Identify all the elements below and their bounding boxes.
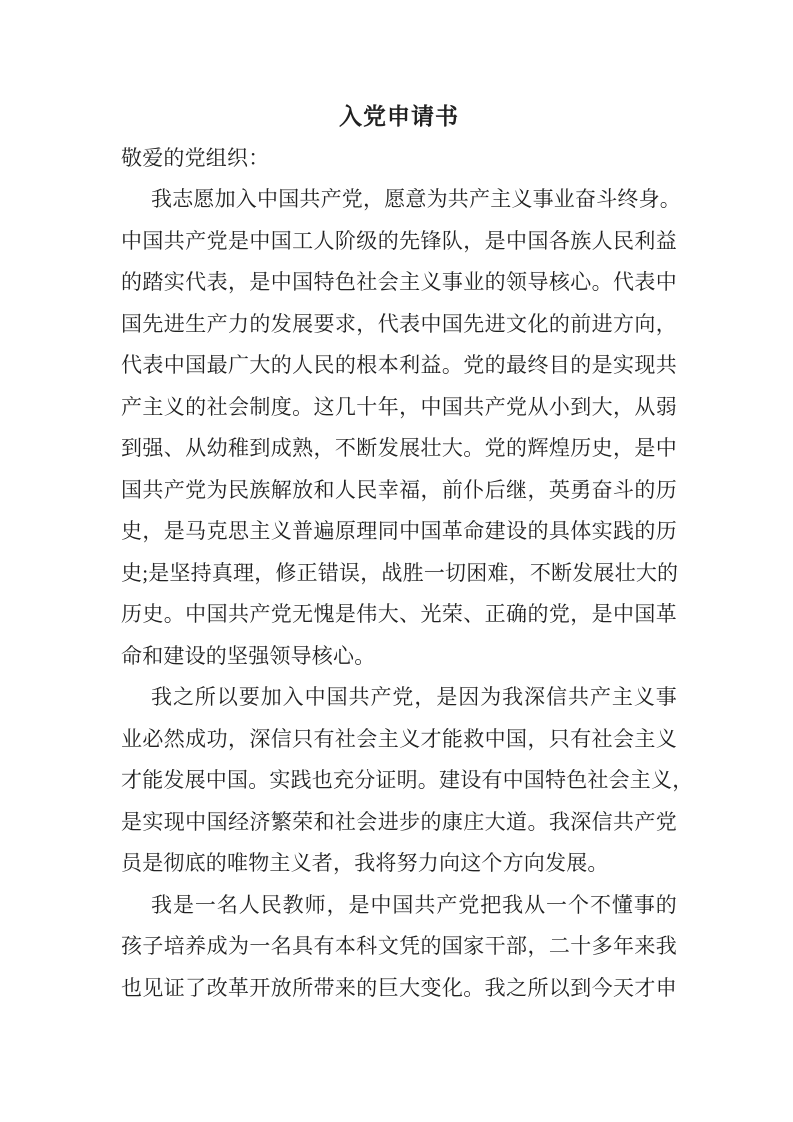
text-line: 才能发展中国。实践也充分证明。建设有中国特色社会主义，	[121, 768, 694, 792]
paragraph-2	[121, 677, 694, 885]
text-line: 国先进生产力的发展要求，代表中国先进文化的前进方向，	[121, 311, 677, 336]
text-line: 到强、从幼稚到成熟，不断发展壮大。党的辉煌历史，是中	[121, 436, 677, 460]
text-line: 国共产党为民族解放和人民幸福，前仆后继，英勇奋斗的历	[121, 477, 677, 502]
paragraph-1	[121, 179, 681, 677]
salutation-line: 敬爱的党组织：	[121, 145, 270, 170]
text-line: 我是一名人民教师，是中国共产党把我从一个不懂事的	[151, 892, 677, 917]
text-line: 代表中国最广大的人民的根本利益。党的最终目的是实现共	[121, 353, 677, 377]
text-line: 我之所以要加入中国共产党，是因为我深信共产主义事	[151, 685, 677, 709]
text-line: 我志愿加入中国共产党，愿意为共产主义事业奋斗终身。	[151, 187, 681, 211]
text-line: 孩子培养成为一名具有本科文凭的国家干部，二十多年来我	[121, 934, 677, 958]
text-line: 员是彻底的唯物主义者，我将努力向这个方向发展。	[121, 851, 609, 875]
text-line: 产主义的社会制度。这几十年，中国共产党从小到大，从弱	[121, 394, 677, 419]
text-line: 也见证了改革开放所带来的巨大变化。我之所以到今天才申	[121, 975, 677, 1000]
text-line: 命和建设的坚强领导核心。	[121, 643, 376, 668]
text-line: 史，是马克思主义普遍原理同中国革命建设的具体实践的历	[121, 519, 677, 543]
paragraph-3	[121, 885, 677, 1010]
text-line: 业必然成功，深信只有社会主义才能救中国，只有社会主义	[121, 726, 677, 751]
text-line: 史;是坚持真理，修正错误，战胜一切困难，不断发展壮大的	[121, 560, 679, 585]
text-line: 是实现中国经济繁荣和社会进步的康庄大道。我深信共产党	[121, 809, 677, 834]
document-title: 入党申请书	[339, 104, 459, 129]
text-line: 的踏实代表，是中国特色社会主义事业的领导核心。代表中	[121, 270, 677, 294]
text-line: 历史。中国共产党无愧是伟大、光荣、正确的党，是中国革	[121, 602, 677, 626]
text-line: 中国共产党是中国工人阶级的先锋队，是中国各族人民利益	[121, 228, 677, 253]
